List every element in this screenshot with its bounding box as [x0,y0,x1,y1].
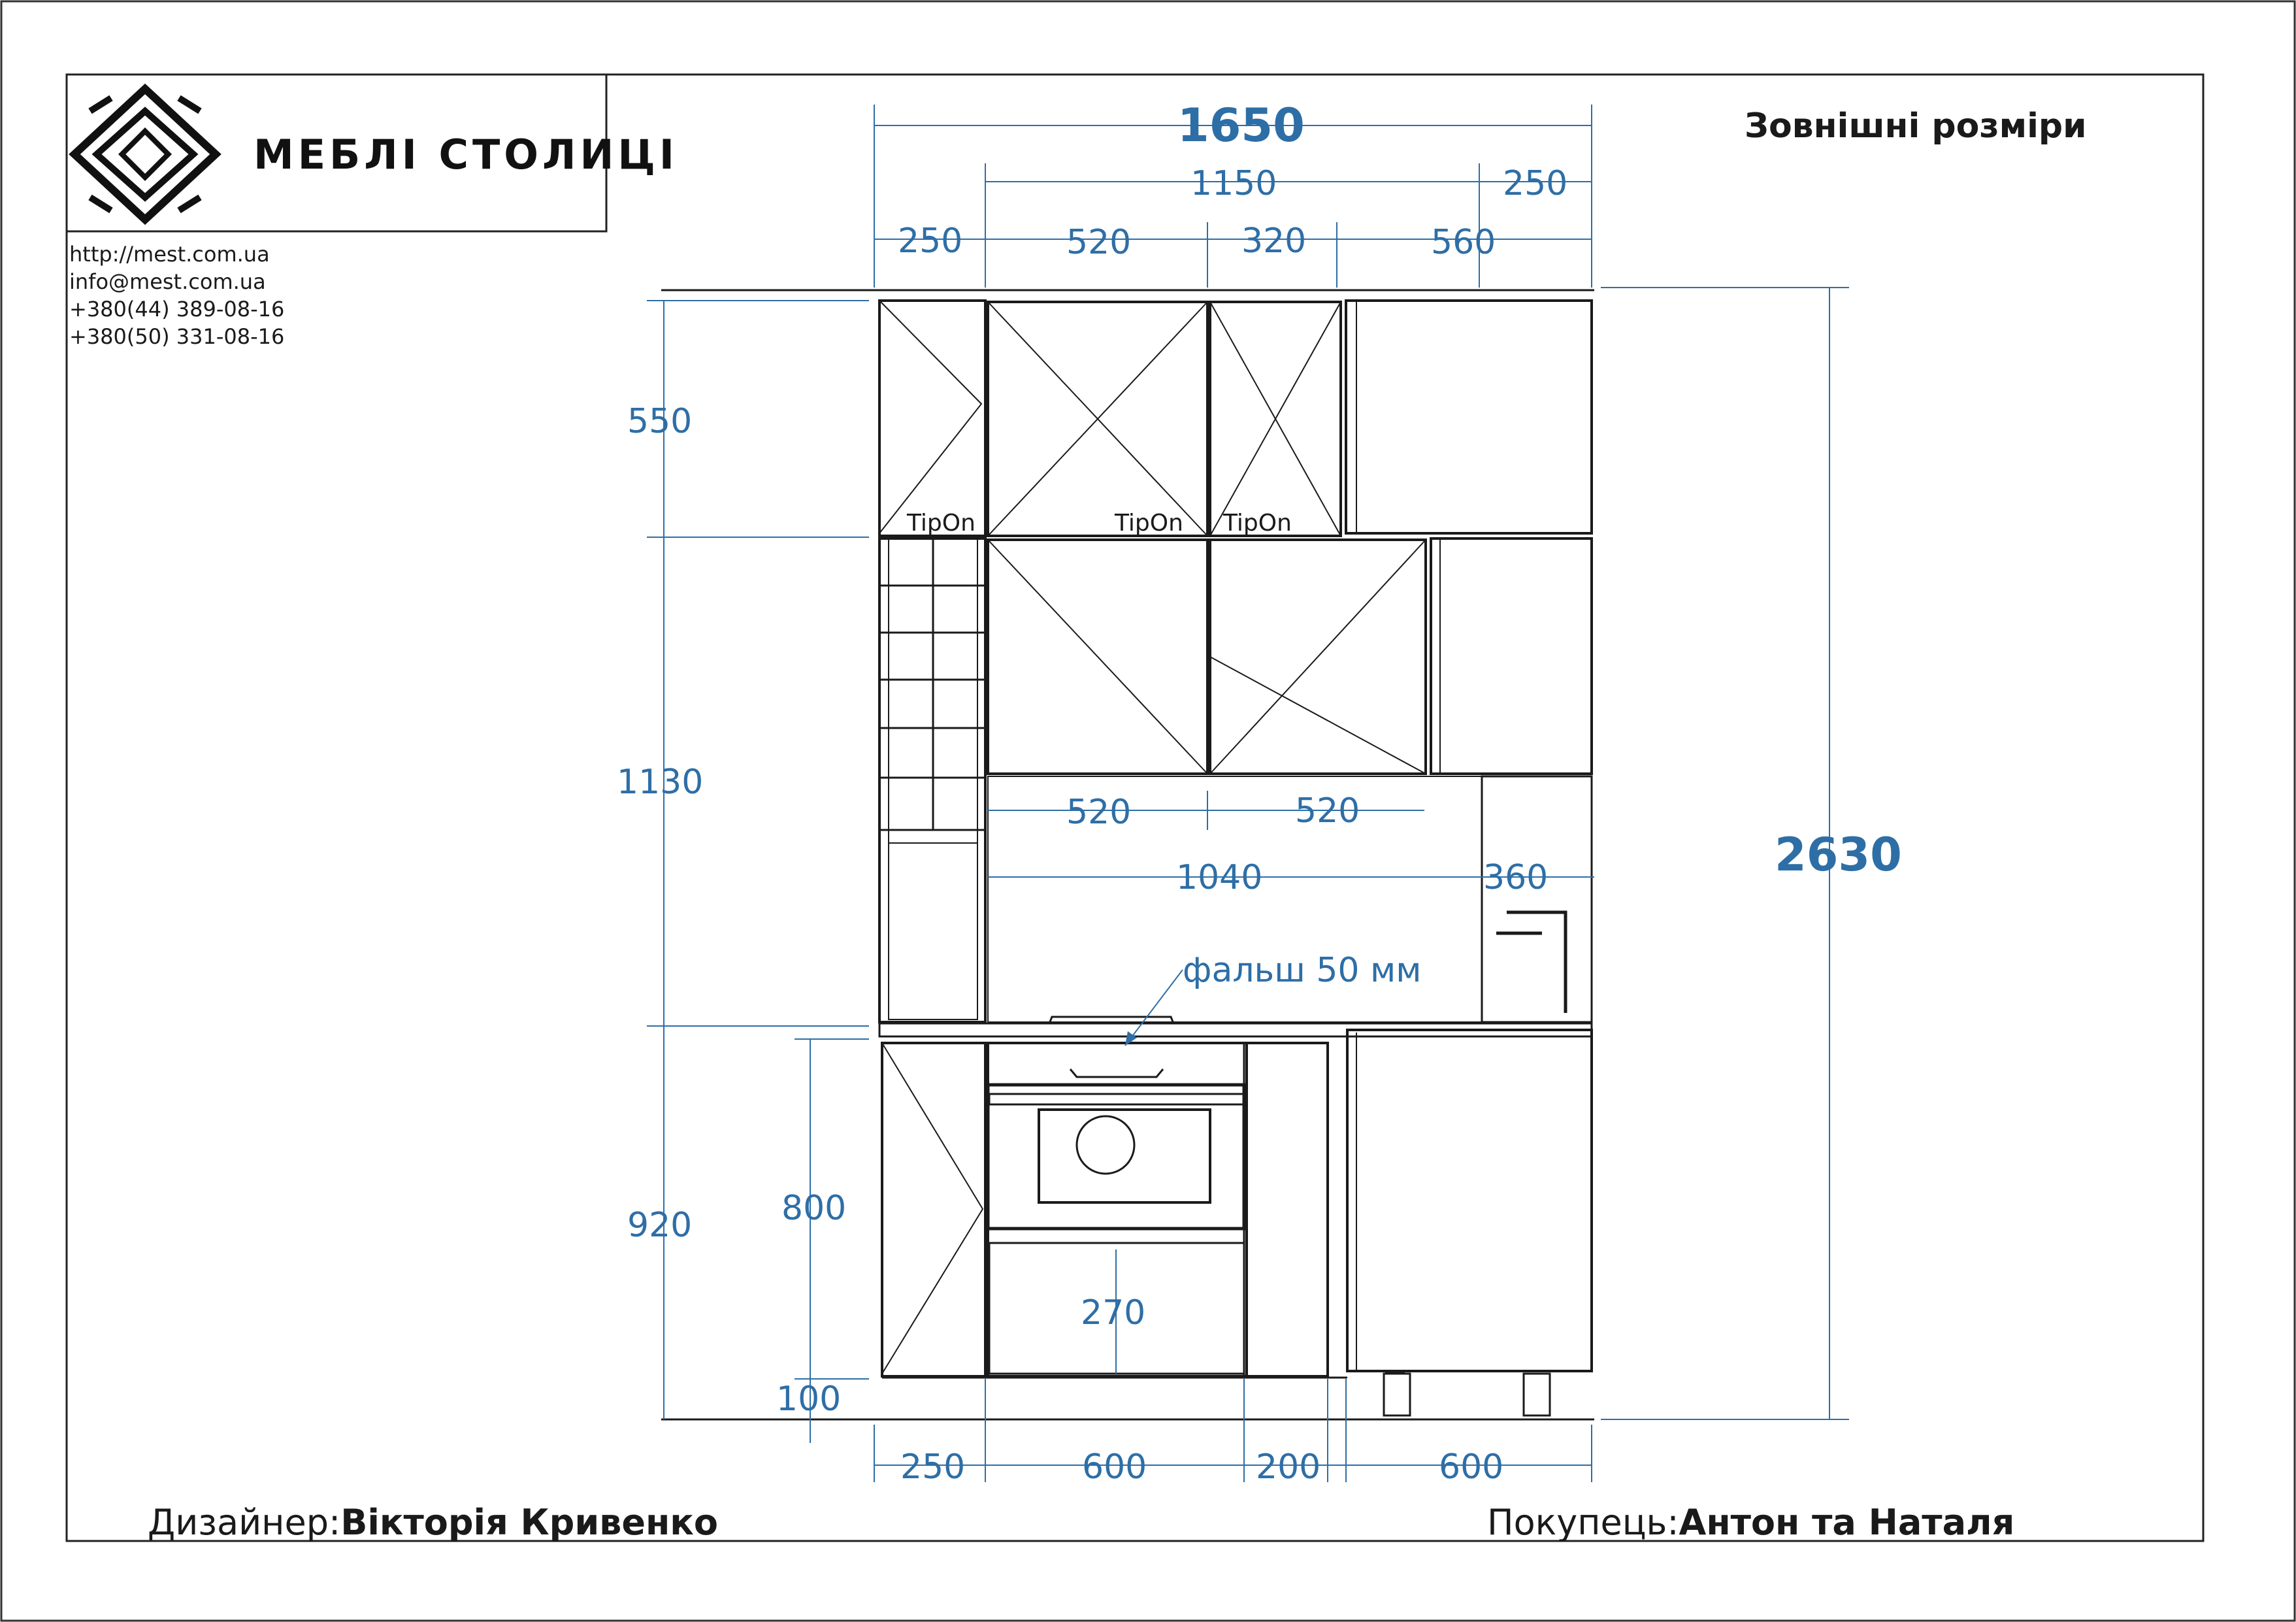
dim-height-920: 920 [627,1206,693,1245]
oven [988,1085,1244,1229]
dim-backsplash-1040: 1040 [1176,858,1263,897]
dim-bottom-200: 200 [1256,1448,1321,1487]
dim-side-360: 360 [1483,858,1549,897]
middle-cabinets [879,538,1592,1022]
logo-block [67,74,678,231]
label-tipon-1: TipOn [907,510,976,537]
contact-url: http://mest.com.ua [69,242,270,267]
designer-line [148,1502,718,1543]
dim-bottom-600-left: 600 [1082,1448,1147,1487]
designer-label: Дизайнер: [148,1502,341,1543]
customer-name: Антон та Наталя [1679,1502,2015,1543]
contact-phone-2: +380(50) 331-08-16 [69,324,285,349]
customer-line [1487,1502,2014,1543]
dim-bottom-250: 250 [900,1448,966,1487]
label-tipon-2: TipOn [1115,510,1183,537]
brand-name: МЕБЛІ СТОЛИЦІ [254,131,678,178]
dim-mid-520-right: 520 [1295,791,1360,831]
upper-cabinets [879,301,1592,536]
dim-top-520: 520 [1066,223,1132,262]
logo-icon [74,89,216,220]
customer-label: Покупець: [1487,1502,1679,1543]
dim-total-width: 1650 [1177,99,1305,152]
dim-height-550: 550 [627,402,693,441]
dim-bottom-600-right: 600 [1439,1448,1504,1487]
contact-phone-1: +380(44) 389-08-16 [69,297,285,322]
dim-height-1130: 1130 [617,763,704,802]
lower-cabinets [882,1030,1592,1415]
dim-top-250: 250 [898,222,963,261]
dim-height-800: 800 [781,1189,847,1228]
dim-total-height: 2630 [1775,828,1902,882]
dim-height-100: 100 [776,1380,842,1419]
contact-email: info@mest.com.ua [69,269,266,294]
sheet-title: Зовнішні розміри [1745,107,2087,146]
note-false-panel: фальш 50 мм [1183,951,1422,990]
dim-upper-right: 250 [1503,164,1568,203]
label-tipon-3: TipOn [1223,510,1292,537]
dim-upper-span: 1150 [1190,164,1277,203]
dim-top-320: 320 [1241,222,1307,261]
dim-oven-270: 270 [1081,1293,1146,1332]
designer-name: Вікторія Кривенко [340,1502,719,1543]
kitchen-elevation [661,290,1594,1419]
dim-top-560: 560 [1431,223,1496,262]
dim-mid-520-left: 520 [1066,793,1132,832]
